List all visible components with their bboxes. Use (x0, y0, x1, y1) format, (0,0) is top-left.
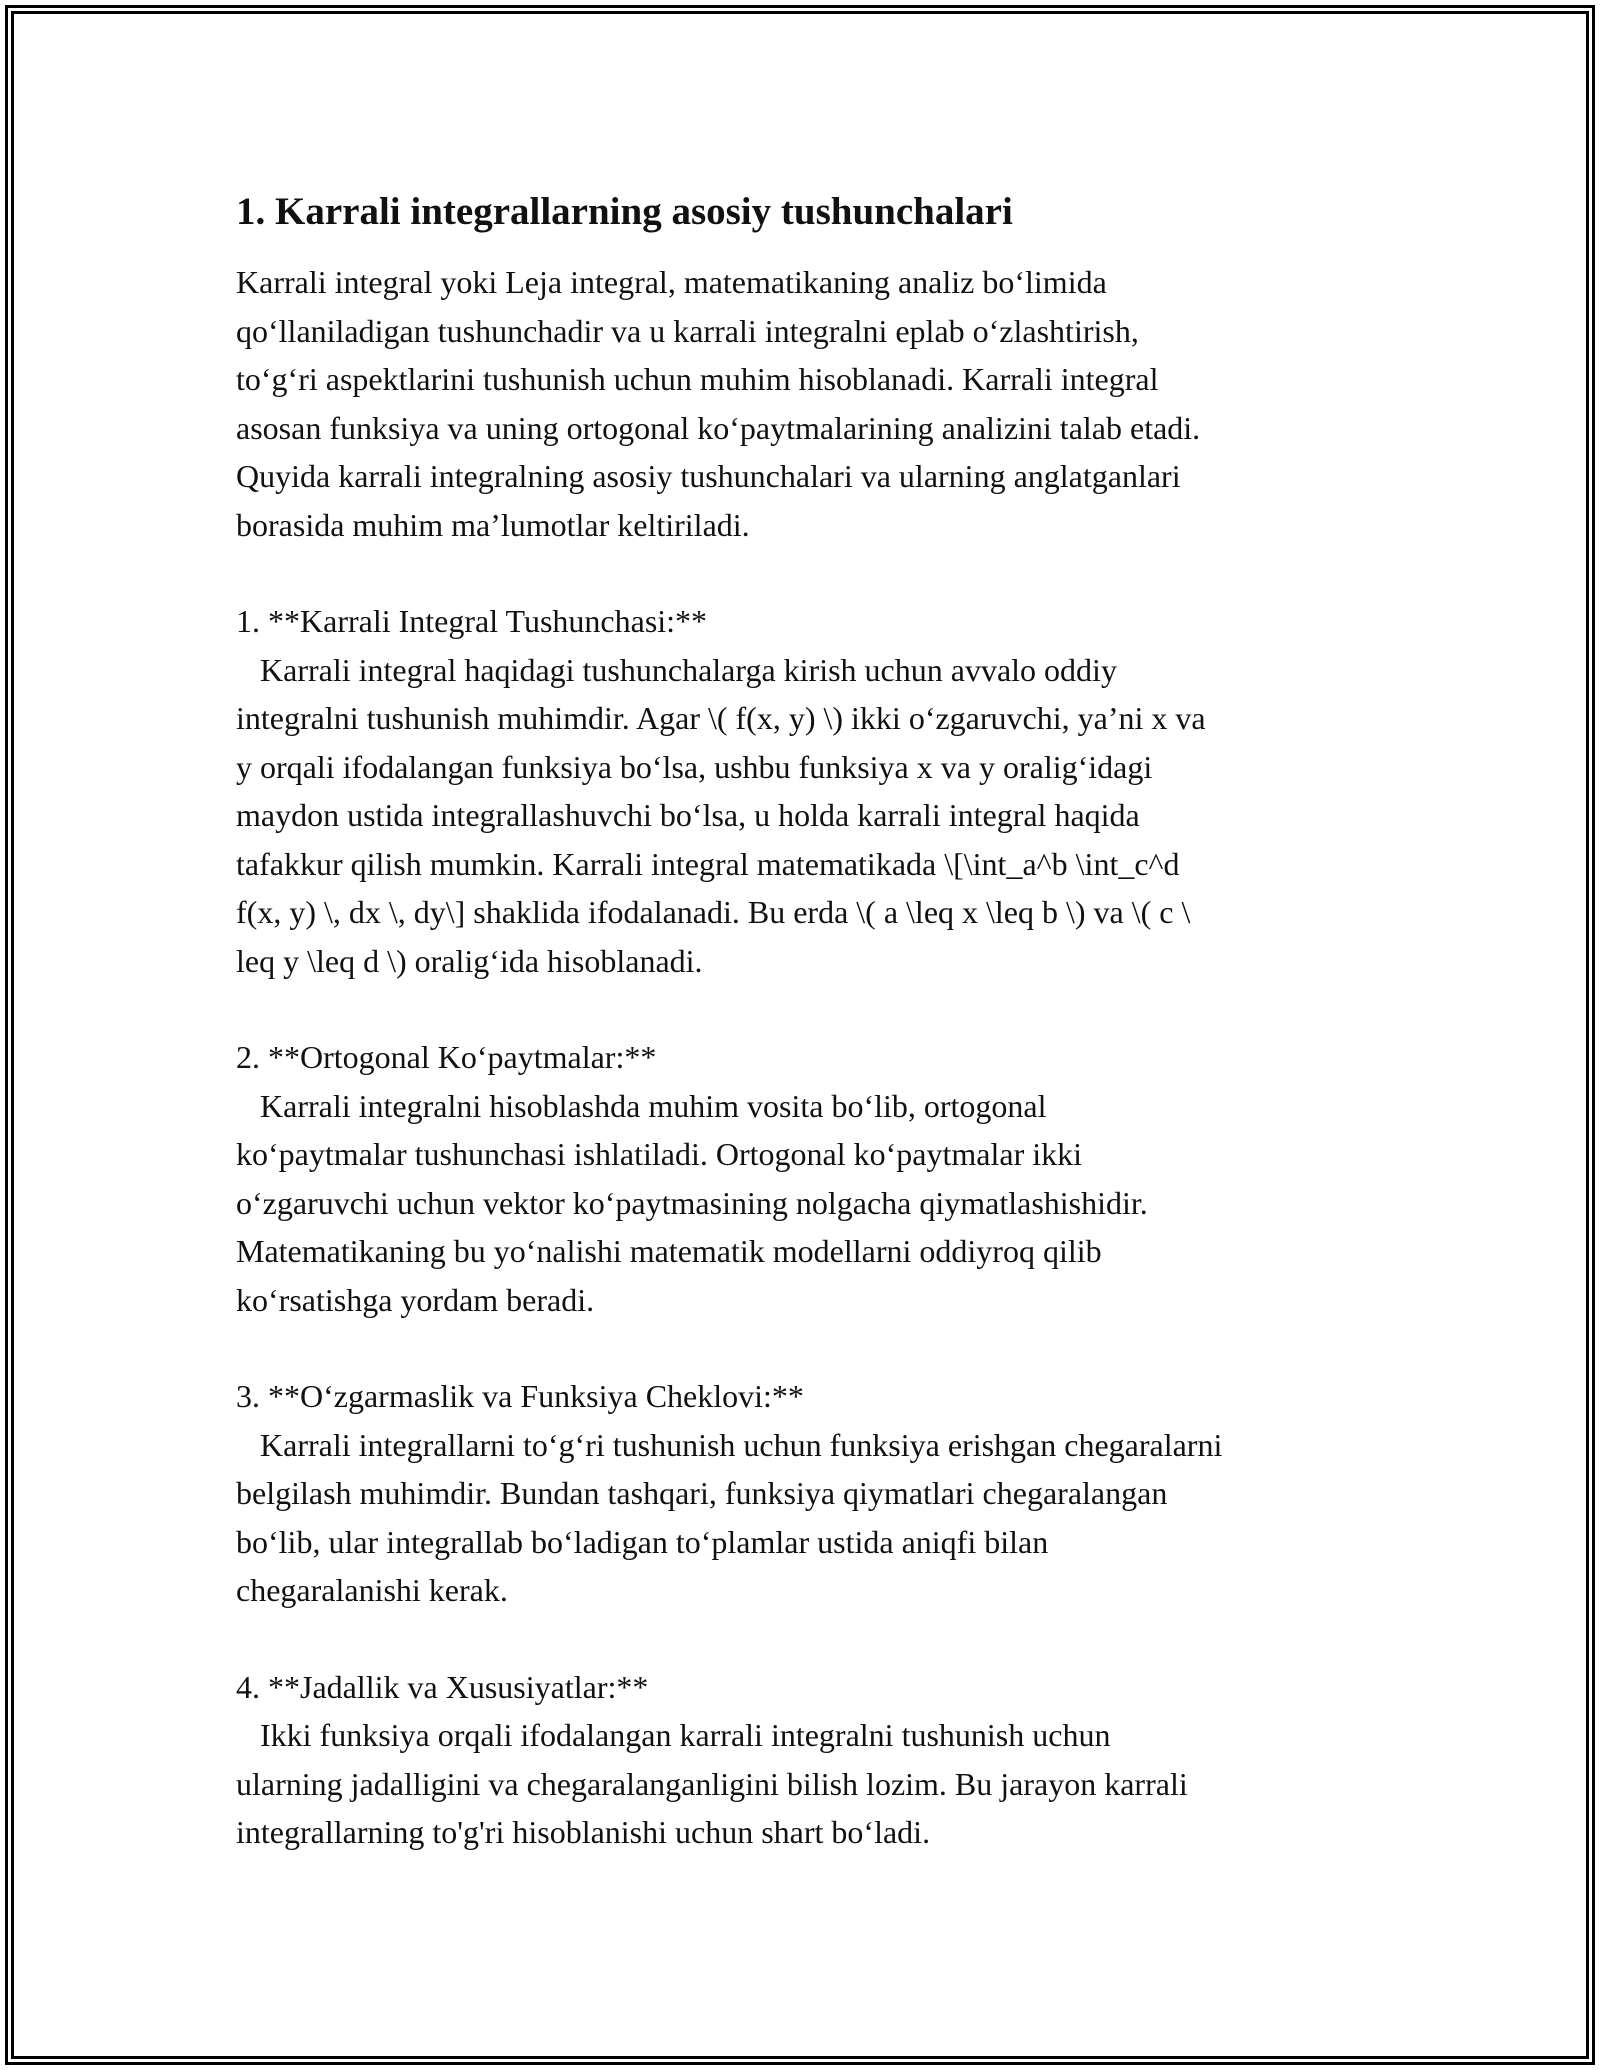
section-line: tafakkur qilish mumkin. Karrali integral matematikada \[\int_a^b \int_c^d (236, 845, 1180, 882)
section-line: ularning jadalligini va chegaralanganligini bilish lozim. Bu jarayon karrali (236, 1765, 1188, 1802)
section-line: o‘zgaruvchi uchun vektor ko‘paytmasining nolgacha qiymatlashishidir. (236, 1184, 1148, 1221)
section-line: ko‘paytmalar tushunchasi ishlatiladi. Ortogonal ko‘paytmalar ikki (236, 1136, 1083, 1172)
section-body (236, 1421, 1386, 1615)
intro-line: to‘g‘ri aspektlarini tushunish uchun muhim hisoblanadi. Karrali integral (236, 361, 1159, 397)
section-karrali-integral-tushunchasi (236, 597, 1386, 985)
section-line: integrallarning to'g'ri hisoblanishi uchun shart bo‘ladi. (236, 1814, 931, 1850)
intro-line: Quyida karrali integralning asosiy tushunchalari va ularning anglatganlari (236, 458, 1181, 494)
section-line: leq y \leq d \) oralig‘ida hisoblanadi. (236, 942, 703, 979)
section-heading: 2. **Ortogonal Ko‘paytmalar:** (236, 1039, 657, 1075)
section-line: Karrali integrallarni to‘g‘ri tushunish uchun funksiya erishgan chegaralarni (236, 1426, 1223, 1463)
section-line: y orqali ifodalangan funksiya bo‘lsa, ushbu funksiya x va y oralig‘idagi (236, 748, 1153, 785)
document-body (236, 186, 1386, 1857)
intro-paragraph (236, 258, 1386, 549)
section-line: Matematikaning bu yo‘nalishi matematik modellarni oddiyroq qilib (236, 1233, 1102, 1269)
section-heading: 1. **Karrali Integral Tushunchasi:** (236, 603, 708, 639)
intro-line: qo‘llaniladigan tushunchadir va u karrali integralni eplab o‘zlashtirish, (236, 312, 1139, 349)
section-line: maydon ustida integrallashuvchi bo‘lsa, u holda karrali integral haqida (236, 797, 1140, 833)
section-line: f(x, y) \, dx \, dy\] shaklida ifodalanadi. Bu erda \( a \leq x \leq b \) va \( c \ (236, 894, 1191, 930)
section-line: chegaralanishi kerak. (236, 1572, 508, 1608)
section-line: belgilash muhimdir. Bundan tashqari, funksiya qiymatlari chegaralangan (236, 1475, 1168, 1511)
intro-line: Karrali integral yoki Leja integral, matematikaning analiz bo‘limida (236, 264, 1107, 300)
intro-line: asosan funksiya va uning ortogonal ko‘paytmalarining analizini talab etadi. (236, 409, 1201, 446)
section-jadallik-xususiyatlar (236, 1663, 1386, 1857)
section-line: integralni tushunish muhimdir. Agar \( f(x, y) \) ikki o‘zgaruvchi, ya’ni x va (236, 700, 1206, 736)
intro-line: borasida muhim ma’lumotlar keltiriladi. (236, 506, 750, 543)
section-body (236, 646, 1386, 986)
page-title: 1. Karrali integrallarning asosiy tushunchalari (236, 190, 1013, 233)
section-ortogonal-kopaytmalar (236, 1033, 1386, 1324)
section-line: bo‘lib, ular integrallab bo‘ladigan to‘plamlar ustida aniqfi bilan (236, 1523, 1049, 1560)
section-heading: 4. **Jadallik va Xususiyatlar:** (236, 1668, 649, 1705)
section-body (236, 1711, 1386, 1857)
section-heading: 3. **O‘zgarmaslik va Funksiya Cheklovi:** (236, 1378, 804, 1414)
section-line: Karrali integral haqidagi tushunchalarga kirish uchun avvalo oddiy (236, 651, 1117, 688)
section-body (236, 1082, 1386, 1325)
section-ozgarmaslik-funksiya-cheklovi (236, 1372, 1386, 1615)
section-line: ko‘rsatishga yordam beradi. (236, 1281, 595, 1318)
section-line: Karrali integralni hisoblashda muhim vosita bo‘lib, ortogonal (236, 1087, 1047, 1124)
section-line: Ikki funksiya orqali ifodalangan karrali integralni tushunish uchun (236, 1717, 1111, 1753)
